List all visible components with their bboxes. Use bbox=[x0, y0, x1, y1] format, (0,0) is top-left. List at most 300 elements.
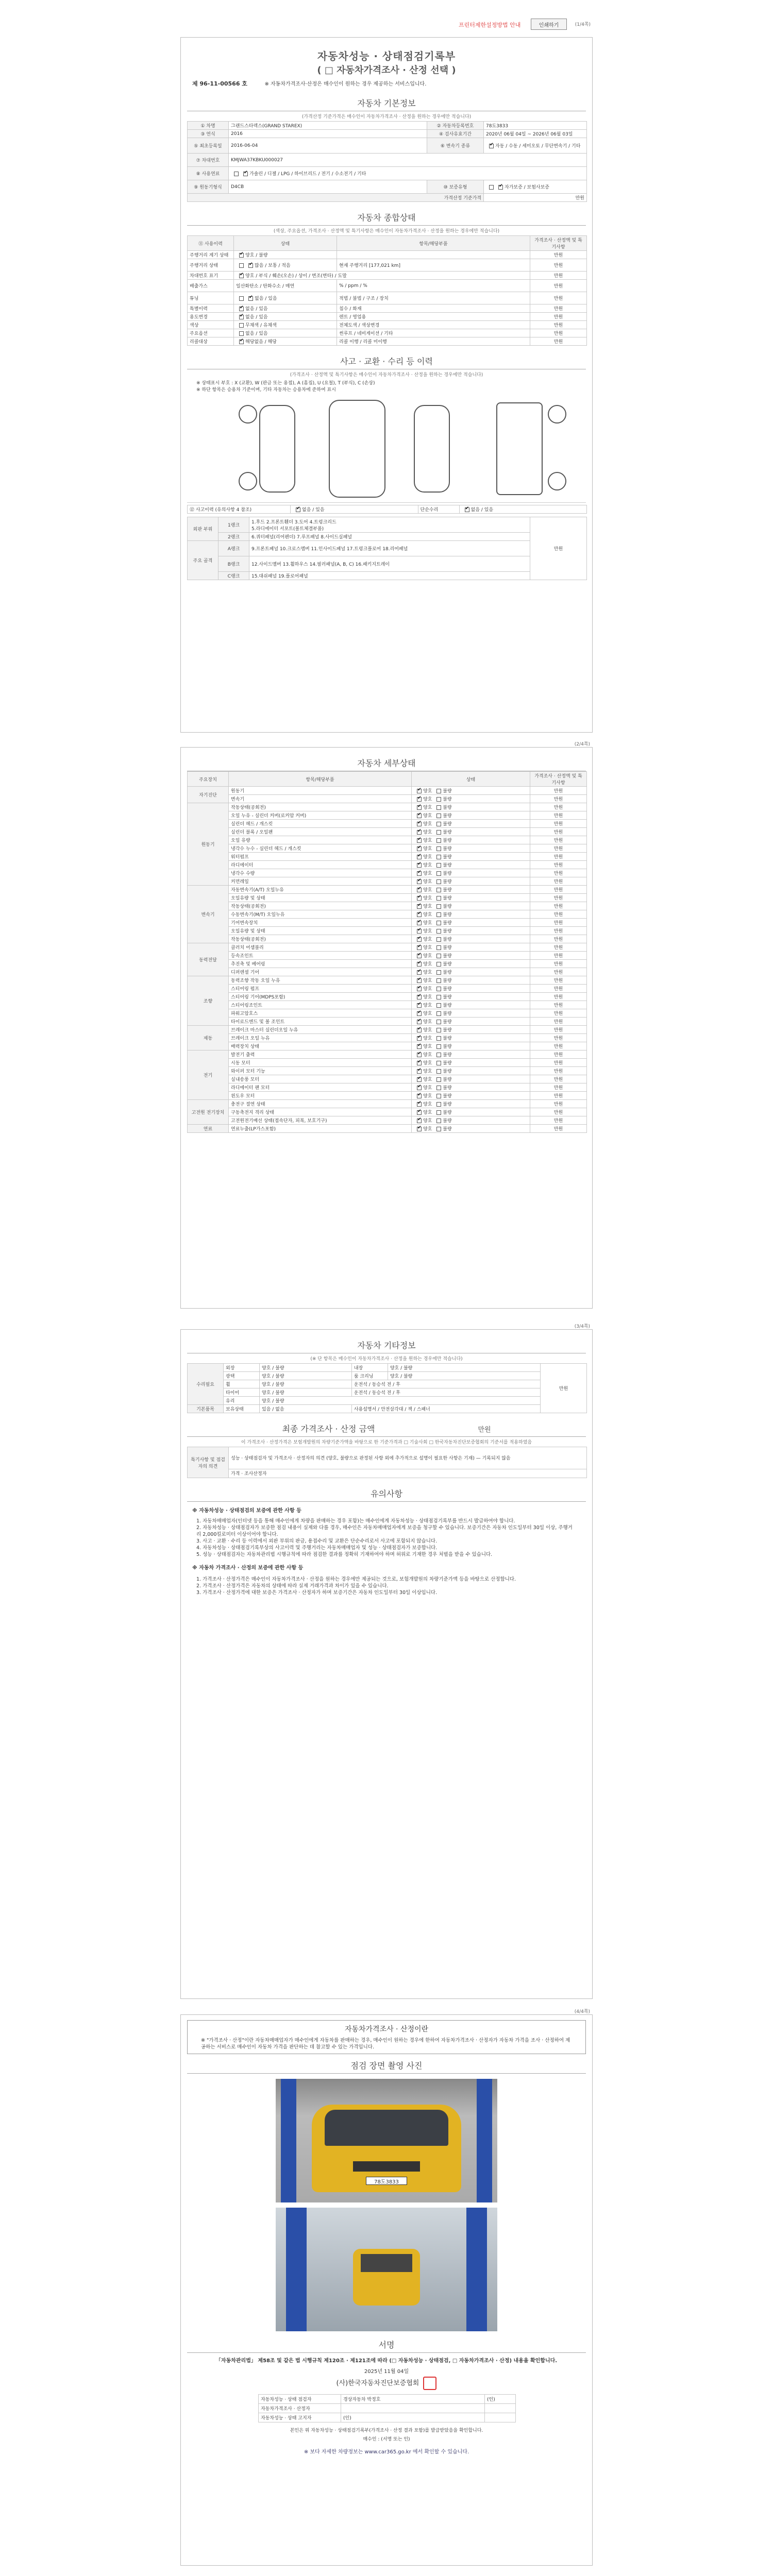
detail-status: ✔ 양호 불량 bbox=[412, 910, 530, 919]
section-accident-history: 사고 · 교환 · 수리 등 이력 bbox=[187, 355, 586, 369]
checkbox[interactable] bbox=[436, 1086, 441, 1090]
etc-table: 수리필요 외장 양호 / 불량 내장 양호 / 불량 만원 광택 양호 / 불량 룸 크리닝 양호 / 불량 휠 양호 / 불량 운전석 / 동승석 전 / 후 타이어 양호 / 불량 운전석 / 동승석 전 / 후 유리 양호 / 불량 기본품목 보유상태 있음 / 없음 사용설명서 / 안전삼각대 / 잭 / 스패너 bbox=[187, 1363, 587, 1413]
detail-row bbox=[188, 927, 587, 935]
detail-status: ✔ 양호 불량 bbox=[412, 919, 530, 927]
document-notice: ※ 자동차가격조사·산정은 매수인이 원하는 경우 제공하는 서비스입니다. bbox=[264, 81, 427, 87]
stamp-seal bbox=[423, 2377, 436, 2390]
detail-price: 만원 bbox=[530, 1092, 587, 1100]
section-overall-status: 자동차 종합상태 bbox=[187, 211, 586, 226]
fuel-field: ✔ 가솔린 / 디젤 / LPG / 하이브리드 / 전기 / 수소전기 / 기타 bbox=[229, 167, 587, 180]
detail-status: ✔ 양호 불량 bbox=[412, 877, 530, 886]
organization-name: (사)한국자동차진단보증협회 bbox=[336, 2379, 419, 2387]
checkbox[interactable] bbox=[417, 1086, 422, 1090]
car-top-view bbox=[329, 400, 385, 498]
detail-price: 만원 bbox=[530, 1009, 587, 1018]
detail-status: ✔ 양호 불량 bbox=[412, 1125, 530, 1133]
detail-row bbox=[188, 919, 587, 927]
detail-price: 만원 bbox=[530, 919, 587, 927]
detail-group-3: 동력전달 bbox=[188, 943, 229, 976]
detail-price: 만원 bbox=[530, 1083, 587, 1092]
detail-row bbox=[188, 910, 587, 919]
detail-item: 자동변속기(A/T) 오일누유 bbox=[229, 886, 412, 894]
checkbox[interactable] bbox=[436, 797, 441, 802]
checkbox[interactable] bbox=[417, 929, 422, 934]
checkbox[interactable] bbox=[417, 1044, 422, 1049]
detail-item: 추진축 및 베어링 bbox=[229, 960, 412, 968]
detail-status: ✔ 양호 불량 bbox=[412, 894, 530, 902]
checkbox[interactable] bbox=[436, 1110, 441, 1115]
basic-info-table: ① 차명 그랜드스타렉스(GRAND STAREX) ② 자동차등록번호 78도3833 ③ 연식 2016 ④ 검사유효기간 2020년 06월 04일 ~ 2026년 06월 03일 ⑤ 최초등록일 2016-06-04 ⑥ 변속기 종류 ✔ 자동 / 수동 / 세미오토 / 무단변속기 / 기타 ⑦ 차대번호 KMJWA37KBKU000027 ⑧ 사용연료 ✔ 가솔린 / 디젤 / LPG / 하이브리드 / 전기 / 수소전기 / 기타 ⑨ 원동기형식 D4CB ⑩ 보증유형 ✔ 자가보증 / 보험사보증 가격산정 기준가격 만원 bbox=[187, 121, 587, 202]
detail-status: ✔ 양호 불량 bbox=[412, 1034, 530, 1042]
checkbox[interactable] bbox=[436, 978, 441, 983]
detail-status: ✔ 양호 불량 bbox=[412, 902, 530, 910]
detail-row bbox=[188, 993, 587, 1001]
detail-row bbox=[188, 1083, 587, 1092]
checkbox[interactable] bbox=[436, 1118, 441, 1123]
detail-item: 타이로드엔드 및 볼 조인트 bbox=[229, 1018, 412, 1026]
checkbox[interactable] bbox=[417, 838, 422, 843]
etc-note: (※ 단 항목은 매수인이 자동차가격조사 · 산정을 원하는 경우에만 적습니다) bbox=[310, 1357, 463, 1362]
page-4: (4/4쪽) 자동차가격조사 · 산정이란 ※ "가격조사 · 산정"이란 자동차매매업자가 매수인에게 자동차를 판매하는 경우, 매수인이 원하는 경우에 한하여 자동차가격조사 · 산정자가 자동차 가격을 조사 · 산정하여 제공하는 서비스로 매수인이 자동차 가격을 판단하는 데 참고할 수 있는 가격입니다. 점검 장면 촬영 사진 78도3833 서명 「자동차관리법」 제58조 및 같은 법 시행규칙 제120조 · 제121조에 따라 (□ 자동차성능 · 상태점검, □ 자동차가격조사 · 산정) 내용을 확인합니다. 2025년 11월 04일 (사)한국자동차진단보증협회 자동차성능 · 상태 점검자 경상자동차 박정호 (인) 자동차가격조사 · 산정자 자동차성능 · 상태 고지자 (인) 본인은 위 자동차성능 · 상태점검기록부(가격조사 · 산정 결과 포함)를 발급받았음을 확인합니다. 매수인 : (서명 또는 인) ※ 보다 자세한 차량정보는 www.car365.go.kr 에서 확인할 수 있습니다. bbox=[180, 2014, 593, 2566]
detail-row bbox=[188, 1001, 587, 1009]
detail-row bbox=[188, 1026, 587, 1034]
detail-item: 동력조향 작동 오일 누유 bbox=[229, 976, 412, 985]
detail-price: 만원 bbox=[530, 1018, 587, 1026]
page-1 bbox=[180, 37, 593, 733]
checkbox[interactable] bbox=[417, 1110, 422, 1115]
accident-note: (가격조사 · 산정액 및 특기사항은 매수인이 자동차가격조사 · 산정을 원하는 경우에만 적습니다) bbox=[290, 372, 483, 378]
wheel-icon bbox=[548, 472, 566, 490]
checkbox[interactable] bbox=[417, 970, 422, 975]
checkbox[interactable] bbox=[417, 1011, 422, 1016]
detail-status: ✔ 양호 불량 bbox=[412, 1018, 530, 1026]
detail-status: ✔ 양호 불량 bbox=[412, 960, 530, 968]
detail-price: 만원 bbox=[530, 943, 587, 952]
checkbox[interactable] bbox=[417, 896, 422, 901]
checkbox[interactable] bbox=[436, 995, 441, 999]
detail-price: 만원 bbox=[530, 935, 587, 943]
detail-price: 만원 bbox=[530, 968, 587, 976]
checkbox[interactable] bbox=[436, 912, 441, 917]
detail-status: ✔ 양호 불량 bbox=[412, 985, 530, 993]
detail-row bbox=[188, 1034, 587, 1042]
detail-price: 만원 bbox=[530, 795, 587, 803]
checkbox[interactable] bbox=[417, 1020, 422, 1024]
checkbox[interactable] bbox=[417, 1102, 422, 1107]
checkbox[interactable] bbox=[436, 896, 441, 901]
checkbox[interactable] bbox=[417, 995, 422, 999]
detail-item: 작동상태(공회전) bbox=[229, 902, 412, 910]
vehicle-diagram bbox=[187, 395, 586, 503]
checkbox[interactable] bbox=[436, 1020, 441, 1024]
checkbox[interactable] bbox=[417, 1061, 422, 1065]
checkbox[interactable] bbox=[436, 1003, 441, 1008]
detail-status: ✔ 양호 불량 bbox=[412, 1116, 530, 1125]
detail-row bbox=[188, 853, 587, 861]
checkbox[interactable] bbox=[436, 1053, 441, 1057]
detail-status: ✔ 양호 불량 bbox=[412, 861, 530, 869]
accident-legend-1: ※ 상태표시 부호 : X (교환), W (판금 또는 용접), A (흠집), U (요철), T (부식), C (손상) bbox=[196, 381, 375, 386]
checkbox[interactable] bbox=[436, 1094, 441, 1098]
detail-status: ✔ 양호 불량 bbox=[412, 1067, 530, 1075]
detail-item: 실내송풍 모터 bbox=[229, 1075, 412, 1083]
detail-item: 등속조인트 bbox=[229, 952, 412, 960]
detail-row bbox=[188, 1100, 587, 1108]
detail-status: ✔ 양호 불량 bbox=[412, 795, 530, 803]
checkbox[interactable] bbox=[436, 954, 441, 958]
detail-status: ✔ 양호 불량 bbox=[412, 935, 530, 943]
detail-group-0: 자기진단 bbox=[188, 787, 229, 803]
detail-price: 만원 bbox=[530, 1026, 587, 1034]
section-detail-status: 자동차 세부상태 bbox=[187, 757, 586, 771]
detail-status: ✔ 양호 불량 bbox=[412, 1042, 530, 1050]
mileage-field: 현재 주행거리 [177,021 km] bbox=[337, 259, 530, 272]
checkbox[interactable] bbox=[436, 838, 441, 843]
checkbox[interactable] bbox=[417, 789, 422, 793]
detail-row bbox=[188, 960, 587, 968]
checkbox[interactable] bbox=[436, 1044, 441, 1049]
detail-row bbox=[188, 787, 587, 795]
detail-row bbox=[188, 1075, 587, 1083]
detail-price: 만원 bbox=[530, 1034, 587, 1042]
detail-item: 스티어링 기어(MDPS포함) bbox=[229, 993, 412, 1001]
print-button[interactable]: 인쇄하기 bbox=[531, 19, 567, 30]
detail-item: 오일유량 및 상태 bbox=[229, 927, 412, 935]
detail-item: 파워고압호스 bbox=[229, 1009, 412, 1018]
detail-price: 만원 bbox=[530, 1116, 587, 1125]
detail-price: 만원 bbox=[530, 1125, 587, 1133]
checkbox[interactable] bbox=[417, 1094, 422, 1098]
checkbox[interactable] bbox=[417, 1118, 422, 1123]
detail-status: ✔ 양호 불량 bbox=[412, 869, 530, 877]
detail-status-table: 주요장치 항목/해당부품 상태 가격조사 · 산정액 및 특기사항 자기진단 원동기 ✔ 양호 불량 만원 변속기 ✔ 양호 불량 만원 원동기 작동상태(공회전) ✔ 양호 불량 만원 오일 누유 - 실린더 커버(로커암 커버) ✔ 양호 불량 만원 실린더 헤드 / 개스킷 ✔ 양호 불량 만원 실린더 블록 / 오일팬 ✔ 양호 불량 만원 오일 유량 ✔ 양호 불량 만원 냉각수 누수 - 실린더 헤드 / 개스킷 ✔ 양호 불량 만원 워터펌프 ✔ 양호 불량 만원 라디에이터 ✔ 양호 불량 만원 냉각수 수량 ✔ 양호 불량 만원 커먼레일 ✔ 양호 불량 만원 변속기 자동변속기(A/T) 오일누유 ✔ 양호 불량 만원 오일유량 및 상태 ✔ 양호 불량 만원 작동상태(공회전) ✔ 양호 불량 만원 수동변속기(M/T) 오일누유 ✔ 양호 불량 만원 기어변속장치 ✔ 양호 불량 만원 오일유량 및 상태 ✔ 양호 불량 만원 작동상태(공회전) ✔ 양호 불량 만원 동력전달 클러치 어셈블리 ✔ 양호 불량 만원 등속조인트 ✔ 양호 불량 만원 추진축 및 베어링 ✔ 양호 불량 만원 디퍼렌셜 기어 ✔ 양호 불량 만원 조향 동력조향 작동 오일 누유 ✔ 양호 불량 만원 스티어링 펌프 ✔ 양호 불량 만원 스티어링 기어(MDPS포함) ✔ 양호 불량 만원 스티어링조인트 ✔ 양호 불량 만원 파워고압호스 ✔ 양호 불량 만원 타이로드엔드 및 볼 조인트 ✔ 양호 불량 만원 제동 브레이크 마스터 실린더오일 누유 ✔ 양호 불량 만원 브레이크 오일 누유 ✔ 양호 불량 만원 배력장치 상태 ✔ 양호 불량 만원 전기 발전기 출력 ✔ 양호 불량 만원 시동 모터 ✔ 양호 불량 만원 와이퍼 모터 기능 ✔ 양호 불량 만원 실내송풍 모터 ✔ 양호 불량 만원 라디에이터 팬 모터 ✔ 양호 불량 만원 윈도우 모터 ✔ 양호 불량 만원 고전원 전기장치 충전구 절연 상태 ✔ 양호 불량 만원 구동축전지 격리 상태 ✔ 양호 불량 만원 고전원전기배선 상태(접속단자, 피복, 보호기구) ✔ 양호 불량 만원 연료 연료누출(LP가스포함) ✔ 양호 불량 만원 bbox=[187, 771, 587, 1133]
checkbox[interactable] bbox=[436, 1061, 441, 1065]
checkbox[interactable] bbox=[436, 805, 441, 810]
detail-status: ✔ 양호 불량 bbox=[412, 828, 530, 836]
top-bar bbox=[180, 15, 593, 36]
detail-status: ✔ 양호 불량 bbox=[412, 853, 530, 861]
detail-item: 배력장치 상태 bbox=[229, 1042, 412, 1050]
detail-row bbox=[188, 902, 587, 910]
detail-price: 만원 bbox=[530, 886, 587, 894]
detail-row bbox=[188, 803, 587, 811]
detail-price: 만원 bbox=[530, 1059, 587, 1067]
checkbox[interactable] bbox=[417, 855, 422, 859]
checkbox[interactable] bbox=[417, 937, 422, 942]
basic-note: (가격산정 기준가격은 매수인이 자동차가격조사 · 산정을 원하는 경우에만 적습니다) bbox=[301, 114, 472, 120]
wheel-icon bbox=[239, 472, 257, 490]
checkbox[interactable] bbox=[436, 904, 441, 909]
detail-status: ✔ 양호 불량 bbox=[412, 1100, 530, 1108]
detail-status: ✔ 양호 불량 bbox=[412, 952, 530, 960]
checkbox[interactable] bbox=[417, 830, 422, 835]
checkbox[interactable] bbox=[417, 962, 422, 967]
checkbox[interactable] bbox=[436, 929, 441, 934]
checkbox[interactable] bbox=[417, 846, 422, 851]
checkbox[interactable] bbox=[417, 863, 422, 868]
detail-status: ✔ 양호 불량 bbox=[412, 968, 530, 976]
checkbox[interactable] bbox=[417, 921, 422, 925]
caution-list-2: 1. 가격조사 · 산정가격은 매수인이 자동차가격조사 · 산정을 원하는 경우에만 제공되는 것으로, 보험개발원의 차량기준가액 등을 바탕으로 산정합니다. 2. 가격조사 · 산정가격은 자동차의 상태에 따라 실제 거래가격과 차이가 있을 수 있습니다. 3. 가격조사 · 산정가격에 대한 보증은 가격조사 · 산정자가 하며 보증기간은 자동차 인도일부터 30일 이상입니다. bbox=[196, 1577, 516, 1596]
detail-row bbox=[188, 985, 587, 993]
detail-status: ✔ 양호 불량 bbox=[412, 1001, 530, 1009]
detail-group-6: 전기 bbox=[188, 1050, 229, 1100]
detail-status: ✔ 양호 불량 bbox=[412, 927, 530, 935]
checkbox[interactable] bbox=[417, 814, 422, 818]
checkbox[interactable] bbox=[436, 937, 441, 942]
detail-item: 수동변속기(M/T) 오일누유 bbox=[229, 910, 412, 919]
checkbox[interactable] bbox=[436, 855, 441, 859]
detail-row bbox=[188, 820, 587, 828]
car-frame-view bbox=[496, 402, 543, 495]
transmission-field: ✔ 자동 / 수동 / 세미오토 / 무단변속기 / 기타 bbox=[484, 138, 587, 154]
detail-item: 브레이크 마스터 실린더오일 누유 bbox=[229, 1026, 412, 1034]
detail-status: ✔ 양호 불량 bbox=[412, 943, 530, 952]
signature-table: 자동차성능 · 상태 점검자 경상자동차 박정호 (인) 자동차가격조사 · 산정자 자동차성능 · 상태 고지자 (인) bbox=[258, 2394, 516, 2422]
detail-price: 만원 bbox=[530, 985, 587, 993]
detail-row bbox=[188, 869, 587, 877]
printer-warning-link[interactable]: 프린터제한설정방법 안내 bbox=[459, 22, 521, 28]
detail-row bbox=[188, 1125, 587, 1133]
detail-status: ✔ 양호 불량 bbox=[412, 844, 530, 853]
detail-price: 만원 bbox=[530, 1067, 587, 1075]
page-number: (1/4쪽) bbox=[575, 22, 591, 27]
checkbox[interactable] bbox=[436, 814, 441, 818]
checkbox[interactable] bbox=[436, 871, 441, 876]
document-title: 자동차성능 · 상태점검기록부 bbox=[317, 50, 456, 62]
detail-price: 만원 bbox=[530, 1075, 587, 1083]
accident-legend-2: ※ 하단 항목은 승용차 기준이며, 기타 자동차는 승용차에 준하여 표시 bbox=[196, 387, 336, 393]
detail-group-4: 조향 bbox=[188, 976, 229, 1026]
detail-row bbox=[188, 1116, 587, 1125]
detail-row bbox=[188, 976, 587, 985]
detail-item: 시동 모터 bbox=[229, 1059, 412, 1067]
checkbox[interactable] bbox=[417, 888, 422, 892]
detail-price: 만원 bbox=[530, 1042, 587, 1050]
detail-item: 스티어링 펌프 bbox=[229, 985, 412, 993]
checkbox[interactable] bbox=[436, 1077, 441, 1082]
detail-price: 만원 bbox=[530, 952, 587, 960]
detail-price: 만원 bbox=[530, 910, 587, 919]
detail-item: 연료누출(LP가스포함) bbox=[229, 1125, 412, 1133]
checkbox[interactable] bbox=[417, 945, 422, 950]
wheel-icon bbox=[239, 405, 257, 423]
detail-row bbox=[188, 1059, 587, 1067]
detail-row bbox=[188, 1108, 587, 1116]
lift-column-left bbox=[281, 2079, 296, 2202]
detail-group-1: 원동기 bbox=[188, 803, 229, 886]
detail-group-5: 제동 bbox=[188, 1026, 229, 1050]
detail-price: 만원 bbox=[530, 869, 587, 877]
detail-price: 만원 bbox=[530, 960, 587, 968]
detail-price: 만원 bbox=[530, 1050, 587, 1059]
checkbox[interactable] bbox=[417, 1028, 422, 1032]
price-note: 이 가격조사 · 산정가격은 보험개발원의 차량기준가액을 바탕으로 한 기준가격과 □ 기술사회 □ 한국자동차진단보증협회의 기준서를 적용하였음 bbox=[241, 1440, 532, 1445]
checkbox[interactable] bbox=[436, 1036, 441, 1041]
grille bbox=[353, 2161, 420, 2172]
detail-item: 디퍼렌셜 기어 bbox=[229, 968, 412, 976]
detail-price: 만원 bbox=[530, 1100, 587, 1108]
detail-row bbox=[188, 1092, 587, 1100]
detail-price: 만원 bbox=[530, 894, 587, 902]
checkbox[interactable] bbox=[417, 1069, 422, 1074]
checkbox[interactable] bbox=[436, 888, 441, 892]
opinion-table: 특기사항 및 점검자의 의견 성능 · 상태점검자 및 가격조사 · 산정자의 의견 (양호, 불량으로 판정된 사항 외에 추가적으로 설명이 필요한 사항은 기재) — 기록되지 않음 가격 · 조사산정자 bbox=[187, 1447, 587, 1478]
checkbox[interactable] bbox=[417, 871, 422, 876]
car-right-side bbox=[414, 405, 450, 493]
detail-row bbox=[188, 886, 587, 894]
checkbox[interactable] bbox=[436, 970, 441, 975]
detail-item: 브레이크 오일 누유 bbox=[229, 1034, 412, 1042]
detail-row bbox=[188, 1067, 587, 1075]
checkbox[interactable] bbox=[436, 846, 441, 851]
detail-price: 만원 bbox=[530, 844, 587, 853]
detail-price: 만원 bbox=[530, 993, 587, 1001]
inspection-photo-front bbox=[276, 2079, 497, 2202]
detail-status: ✔ 양호 불량 bbox=[412, 1108, 530, 1116]
detail-status: ✔ 양호 불량 bbox=[412, 1009, 530, 1018]
checkbox[interactable] bbox=[436, 987, 441, 991]
checkbox[interactable] bbox=[417, 805, 422, 810]
checkbox[interactable] bbox=[436, 921, 441, 925]
detail-item: 오일 누유 - 실린더 커버(로커암 커버) bbox=[229, 811, 412, 820]
detail-item: 원동기 bbox=[229, 787, 412, 795]
detail-group-2: 변속기 bbox=[188, 886, 229, 943]
checkbox[interactable] bbox=[417, 822, 422, 826]
checkbox[interactable] bbox=[417, 1127, 422, 1131]
lift-column-right bbox=[477, 2079, 492, 2202]
detail-row bbox=[188, 1042, 587, 1050]
detail-status: ✔ 양호 불량 bbox=[412, 976, 530, 985]
lift-column-right bbox=[466, 2208, 487, 2331]
detail-status: ✔ 양호 불량 bbox=[412, 1026, 530, 1034]
checkbox[interactable] bbox=[436, 830, 441, 835]
detail-row bbox=[188, 952, 587, 960]
section-signature: 서명 bbox=[187, 2338, 586, 2353]
detail-row bbox=[188, 935, 587, 943]
detail-item: 라디에이터 bbox=[229, 861, 412, 869]
checkbox[interactable] bbox=[417, 797, 422, 802]
page-3: (3/4쪽) 자동차 기타정보 (※ 단 항목은 매수인이 자동차가격조사 · 산정을 원하는 경우에만 적습니다) 수리필요 외장 양호 / 불량 내장 양호 / 불량 만원 광택 양호 / 불량 룸 크리닝 양호 / 불량 휠 양호 / 불량 운전석 / 동승석 전 / 후 타이어 양호 / 불량 운전석 / 동승석 전 / 후 유리 양호 / 불량 기본품목 보유상태 있음 / 없음 사용설명서 / 안전삼각대 / 잭 / 스패너 최종 가격조사 · 산정 금액 만원 이 가격조사 · 산정가격은 보험개발원의 차량기준가액을 바탕으로 한 기준가격과 □ 기술사회 □ 한국자동차진단보증협회의 기준서를 적용하였음 특기사항 및 점검자의 의견 성능 · 상태점검자 및 가격조사 · 산정자의 의견 (양호, 불량으로 판정된 사항 외에 추가적으로 설명이 필요한 사항은 기재) — 기록되지 않음 가격 · 조사산정자 유의사항 ※ 자동차성능 · 상태점검의 보증에 관한 사항 등 1. 자동차매매업자(인터넷 등을 통해 매수인에게 차량을 판매하는 경우 포함)는 매수인에게 자동차성능 · 상태점검기록부를 반드시 발급하여야 합니다. 2. 자동차성능 · 상태점검자가 보증한 점검 내용이 실제와 다를 경우, 매수인은 자동차매매업자에게 보증을 청구할 수 있습니다. 보증기간은 자동차 인도일부터 30일 이상, 주행거리 2,000킬로미터 이상이어야 합니다. 3. 사고 · 교환 · 수리 등 이력에서 외판 부위의 판금, 용접수리 및 교환은 단순수리로서 사고에 포함되지 않습니다. 4. 자동차성능 · 상태점검기록부상의 사고이력 및 주행거리는 자동차매매업자 및 성능 · 상태점검자가 보증합니다. 5. 성능 · 상태점검자는 자동차관리법 시행규칙에 따라 점검한 결과를 정확히 기재하여야 하며 허위로 기재한 경우 처벌을 받을 수 있습니다. ※ 자동차 가격조사 · 산정의 보증에 관한 사항 등 1. 가격조사 · 산정가격은 매수인이 자동차가격조사 · 산정을 원하는 경우에만 제공되는 것으로, 보험개발원의 차량기준가액 등을 바탕으로 산정합니다. 2. 가격조사 · 산정가격은 자동차의 상태에 따라 실제 거래가격과 차이가 있을 수 있습니다. 3. 가격조사 · 산정가격에 대한 보증은 가격조사 · 산정자가 하며 보증기간은 자동차 인도일부터 30일 이상입니다. bbox=[180, 1329, 593, 1999]
checkbox[interactable] bbox=[417, 1053, 422, 1057]
detail-item: 냉각수 수량 bbox=[229, 869, 412, 877]
detail-status: ✔ 양호 불량 bbox=[412, 1092, 530, 1100]
overall-note: (색상, 주요옵션, 가격조사 · 산정액 및 특기사항은 매수인이 자동차가격조사 · 산정을 원하는 경우에만 적습니다) bbox=[273, 229, 500, 234]
detail-item: 충전구 절연 상태 bbox=[229, 1100, 412, 1108]
detail-price: 만원 bbox=[530, 927, 587, 935]
inspection-photo-rear bbox=[276, 2208, 497, 2331]
checkbox[interactable] bbox=[436, 789, 441, 793]
detail-status: ✔ 양호 불량 bbox=[412, 820, 530, 828]
detail-item: 윈도우 모터 bbox=[229, 1092, 412, 1100]
detail-row bbox=[188, 836, 587, 844]
rear-window bbox=[361, 2254, 412, 2272]
detail-status: ✔ 양호 불량 bbox=[412, 1050, 530, 1059]
document-number: 제 96-11-00566 호 bbox=[192, 80, 247, 87]
detail-row bbox=[188, 844, 587, 853]
caution-list-1: 1. 자동차매매업자(인터넷 등을 통해 매수인에게 차량을 판매하는 경우 포함)는 매수인에게 자동차성능 · 상태점검기록부를 반드시 발급하여야 합니다. 2. 자동차성능 · 상태점검자가 보증한 점검 내용이 실제와 다를 경우, 매수인은 자동차매매업자에게 보증을 청구할 수 있습니다. 보증기간은 자동차 인도일부터 30일 이상, 주행거리 2,000킬로미터 이상이어야 합니다. 3. 사고 · 교환 · 수리 등 이력에서 외판 부위의 판금, 용접수리 및 교환은 단순수리로서 사고에 포함되지 않습니다. 4. 자동차성능 · 상태점검기록부상의 사고이력 및 주행거리는 자동차매매업자 및 성능 · 상태점검자가 보증합니다. 5. 성능 · 상태점검자는 자동차관리법 시행규칙에 따라 점검한 결과를 정확히 기재하여야 하며 허위로 기재한 경우 처벌을 받을 수 있습니다. bbox=[196, 1518, 573, 1557]
detail-price: 만원 bbox=[530, 803, 587, 811]
detail-item: 스티어링조인트 bbox=[229, 1001, 412, 1009]
checkbox[interactable] bbox=[417, 1003, 422, 1008]
windshield bbox=[325, 2110, 448, 2146]
detail-status: ✔ 양호 불량 bbox=[412, 1059, 530, 1067]
checkbox[interactable] bbox=[436, 962, 441, 967]
detail-item: 발전기 출력 bbox=[229, 1050, 412, 1059]
detail-group-8: 연료 bbox=[188, 1125, 229, 1133]
overall-status-table: ⑪ 사용이력 상태 항목/해당부품 가격조사 · 산정액 및 특기사항 주행거리 계기 상태 ✔ 양호 / 불량 만원 주행거리 상태 ✔ 많음 / 보통 / 적음 현재 주행거리 [177,021 km] 만원 차대번호 표기 ✔ 양호 / 부식 / 훼손(오손) / 상이 / 변조(변타) / 도말 만원 배출가스 일산화탄소 / 탄화수소 / 매연 % / ppm / % 만원 튜닝 ✔ 없음 / 있음 적법 / 불법 / 구조 / 장치 만원 특별이력 ✔ 없음 / 있음 침수 / 화재 만원 용도변경 ✔ 없음 / 있음 렌트 / 영업용 만원 색상 무채색 / 유채색 전체도색 / 색상변경 만원 주요옵션 없음 / 있음 썬루프 / 네비게이션 / 기타 만원 리콜대상 ✔ 해당없음 / 해당 리콜 이행 / 리콜 미이행 만원 bbox=[187, 235, 587, 346]
page-2: (2/4쪽) 자동차 세부상태 주요장치 항목/해당부품 상태 가격조사 · 산정액 및 특기사항 자기진단 원동기 ✔ 양호 불량 만원 변속기 ✔ 양호 불량 만원 원동기 작동상태(공회전) ✔ 양호 불량 만원 오일 누유 - 실린더 커버(로커암 커버) ✔ 양호 불량 만원 실린더 헤드 / 개스킷 ✔ 양호 불량 만원 실린더 블록 / 오일팬 ✔ 양호 불량 만원 오일 유량 ✔ 양호 불량 만원 냉각수 누수 - 실린더 헤드 / 개스킷 ✔ 양호 불량 만원 워터펌프 ✔ 양호 불량 만원 라디에이터 ✔ 양호 불량 만원 냉각수 수량 ✔ 양호 불량 만원 커먼레일 ✔ 양호 불량 만원 변속기 자동변속기(A/T) 오일누유 ✔ 양호 불량 만원 오일유량 및 상태 ✔ 양호 불량 만원 작동상태(공회전) ✔ 양호 불량 만원 수동변속기(M/T) 오일누유 ✔ 양호 불량 만원 기어변속장치 ✔ 양호 불량 만원 오일유량 및 상태 ✔ 양호 불량 만원 작동상태(공회전) ✔ 양호 불량 만원 동력전달 클러치 어셈블리 ✔ 양호 불량 만원 등속조인트 ✔ 양호 불량 만원 추진축 및 베어링 ✔ 양호 불량 만원 디퍼렌셜 기어 ✔ 양호 불량 만원 조향 동력조향 작동 오일 누유 ✔ 양호 불량 만원 스티어링 펌프 ✔ 양호 불량 만원 스티어링 기어(MDPS포함) ✔ 양호 불량 만원 스티어링조인트 ✔ 양호 불량 만원 파워고압호스 ✔ 양호 불량 만원 타이로드엔드 및 볼 조인트 ✔ 양호 불량 만원 제동 브레이크 마스터 실린더오일 누유 ✔ 양호 불량 만원 브레이크 오일 누유 ✔ 양호 불량 만원 배력장치 상태 ✔ 양호 불량 만원 전기 발전기 출력 ✔ 양호 불량 만원 시동 모터 ✔ 양호 불량 만원 와이퍼 모터 기능 ✔ 양호 불량 만원 실내송풍 모터 ✔ 양호 불량 만원 라디에이터 팬 모터 ✔ 양호 불량 만원 윈도우 모터 ✔ 양호 불량 만원 고전원 전기장치 충전구 절연 상태 ✔ 양호 불량 만원 구동축전지 격리 상태 ✔ 양호 불량 만원 고전원전기배선 상태(접속단자, 피복, 보호기구) ✔ 양호 불량 만원 연료 연료누출(LP가스포함) ✔ 양호 불량 만원 bbox=[180, 747, 593, 1309]
detail-item: 작동상태(공회전) bbox=[229, 935, 412, 943]
checkbox[interactable] bbox=[436, 863, 441, 868]
section-final-price: 최종 가격조사 · 산정 금액 만원 bbox=[187, 1422, 586, 1437]
checkbox[interactable] bbox=[436, 1102, 441, 1107]
detail-price: 만원 bbox=[530, 976, 587, 985]
detail-row bbox=[188, 828, 587, 836]
section-etc-info: 자동차 기타정보 bbox=[187, 1339, 586, 1353]
detail-status: ✔ 양호 불량 bbox=[412, 1075, 530, 1083]
checkbox[interactable] bbox=[436, 1069, 441, 1074]
detail-price: 만원 bbox=[530, 811, 587, 820]
wheel-icon bbox=[548, 405, 566, 423]
detail-item: 구동축전지 격리 상태 bbox=[229, 1108, 412, 1116]
checkbox[interactable] bbox=[417, 1036, 422, 1041]
detail-item: 냉각수 누수 - 실린더 헤드 / 개스킷 bbox=[229, 844, 412, 853]
detail-price: 만원 bbox=[530, 1108, 587, 1116]
checkbox[interactable] bbox=[436, 1028, 441, 1032]
detail-item: 변속기 bbox=[229, 795, 412, 803]
detail-row bbox=[188, 894, 587, 902]
detail-status: ✔ 양호 불량 bbox=[412, 836, 530, 844]
detail-price: 만원 bbox=[530, 787, 587, 795]
detail-status: ✔ 양호 불량 bbox=[412, 787, 530, 795]
detail-price: 만원 bbox=[530, 1001, 587, 1009]
section-caution: 유의사항 bbox=[187, 1487, 586, 1502]
detail-status: ✔ 양호 불량 bbox=[412, 811, 530, 820]
detail-price: 만원 bbox=[530, 820, 587, 828]
detail-item: 기어변속장치 bbox=[229, 919, 412, 927]
detail-item: 오일 유량 bbox=[229, 836, 412, 844]
detail-item: 커먼레일 bbox=[229, 877, 412, 886]
checkbox[interactable] bbox=[436, 879, 441, 884]
detail-status: ✔ 양호 불량 bbox=[412, 886, 530, 894]
checkbox[interactable] bbox=[436, 1127, 441, 1131]
checkbox[interactable] bbox=[417, 912, 422, 917]
checkbox[interactable] bbox=[417, 1077, 422, 1082]
checkbox[interactable] bbox=[436, 822, 441, 826]
detail-status: ✔ 양호 불량 bbox=[412, 803, 530, 811]
detail-status: ✔ 양호 불량 bbox=[412, 993, 530, 1001]
detail-row bbox=[188, 861, 587, 869]
price-notice-box: 자동차가격조사 · 산정이란 ※ "가격조사 · 산정"이란 자동차매매업자가 매수인에게 자동차를 판매하는 경우, 매수인이 원하는 경우에 한하여 자동차가격조사 · 산정자가 자동차 가격을 조사 · 산정하여 제공하는 서비스로 매수인이 자동차 가격을 판단하는 데 참고할 수 있는 가격입니다. bbox=[187, 2020, 586, 2054]
car-left-side bbox=[259, 405, 295, 493]
detail-status: ✔ 양호 불량 bbox=[412, 1083, 530, 1092]
checkbox[interactable] bbox=[436, 1011, 441, 1016]
detail-price: 만원 bbox=[530, 836, 587, 844]
lift-column-left bbox=[286, 2208, 307, 2331]
checkbox[interactable] bbox=[436, 945, 441, 950]
accident-table: ⑫ 사고이력 (유의사항 4 참조) ✔ 없음 / 있음 단순수리 ✔ 없음 / 있음 bbox=[187, 505, 587, 514]
checkbox[interactable] bbox=[417, 978, 422, 983]
detail-price: 만원 bbox=[530, 828, 587, 836]
detail-row bbox=[188, 811, 587, 820]
checkbox[interactable] bbox=[417, 879, 422, 884]
detail-row bbox=[188, 968, 587, 976]
footer-link[interactable]: ※ 보다 자세한 차량정보는 www.car365.go.kr 에서 확인할 수 있습니다. bbox=[304, 2449, 469, 2455]
checkbox[interactable] bbox=[417, 954, 422, 958]
checkbox[interactable] bbox=[417, 904, 422, 909]
checkbox[interactable] bbox=[417, 987, 422, 991]
